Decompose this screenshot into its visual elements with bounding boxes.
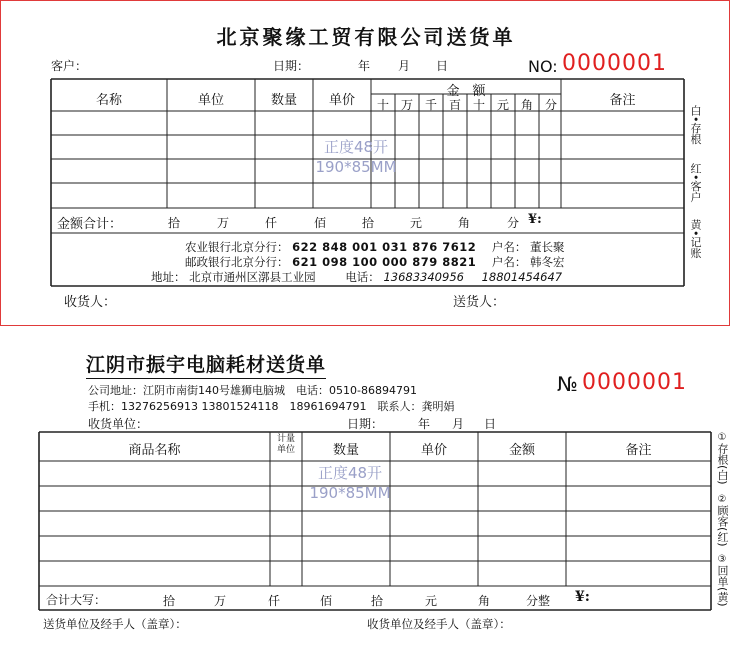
digit-label: 角	[520, 98, 533, 112]
company-address: 公司地址：江阴市南街140号雄狮电脑城 电话：0510-86894791	[88, 384, 417, 397]
digit-label: 百	[448, 98, 461, 112]
header-price: 单价	[328, 93, 355, 108]
form2-header-remark: 备注	[625, 443, 652, 458]
form2-total-fen: 分整	[526, 594, 551, 608]
phone1: 13683340956	[383, 270, 464, 284]
copy-3-color: (黄)	[716, 587, 729, 607]
form2-total-label: 合计大写：	[46, 593, 107, 607]
day-label: 日	[436, 59, 449, 73]
form2-total-shi2: 拾	[371, 594, 384, 608]
bank2-line	[185, 254, 565, 270]
header-unit: 单位	[197, 93, 224, 108]
bank1-line	[185, 239, 565, 255]
header-name: 名称	[95, 93, 122, 108]
size-watermark	[301, 137, 411, 177]
bank2-label: 邮政银行北京分行：	[185, 255, 289, 269]
sender-label: 送货人：	[453, 295, 506, 310]
copy-1-text: 存根	[716, 443, 729, 465]
bank1-holder: 董长聚	[530, 240, 565, 254]
copy-red-label: 红•客户	[689, 163, 702, 203]
bank1-account: 622 848 001 031 876 7612	[292, 240, 477, 254]
copy-1-number: ①	[717, 432, 727, 443]
receiver-sign-label: 收货单位及经手人（盖章）：	[367, 617, 511, 631]
digit-label: 十	[376, 98, 389, 112]
form2-total-bai: 佰	[320, 594, 333, 608]
copy-1-label	[715, 432, 729, 485]
address-line	[151, 269, 562, 285]
date-label: 日期：	[273, 59, 310, 73]
copy-2-text: 顾客	[716, 505, 729, 527]
digit-label: 万	[400, 98, 413, 112]
sender-sign-label: 送货单位及经手人（盖章）：	[43, 617, 187, 631]
watermark-line: 正度48开	[323, 138, 389, 156]
form2-header-amount: 金额	[508, 443, 535, 458]
digit-label: 千	[424, 98, 437, 112]
copy-white-label: 白•存根	[689, 105, 702, 145]
copy-1-color: (白)	[716, 465, 729, 485]
receiver-label: 收货人：	[64, 295, 117, 310]
form2-total-jiao: 角	[478, 594, 491, 608]
watermark-line: 190*85MM	[315, 158, 397, 176]
copy-yellow-label: 黄•记账	[689, 219, 702, 259]
form2-no-label: №	[557, 372, 578, 396]
copy-3-number: ③	[717, 554, 727, 565]
address-label: 地址：	[151, 270, 186, 284]
form2-total-wan: 万	[214, 594, 227, 608]
form2-date-label: 日期：	[347, 417, 384, 431]
month-label: 月	[398, 59, 411, 73]
header-remark: 备注	[609, 93, 636, 108]
total-wan: 万	[217, 216, 230, 230]
mobile-contact: 手机：13276256913 13801524118 18961694791 联系人：龚明娟	[88, 400, 455, 413]
digit-label: 元	[496, 98, 509, 112]
total-label: 金额合计：	[57, 217, 123, 232]
total-qian: 仟	[265, 216, 278, 230]
total-fen: 分	[507, 216, 520, 230]
watermark-line: 正度48开	[317, 464, 383, 482]
form2-year-label: 年	[418, 417, 431, 431]
bank2-holder: 韩冬宏	[530, 255, 565, 269]
total-bai: 佰	[314, 216, 327, 230]
total-shi2: 拾	[362, 216, 375, 230]
delivery-note-beijing	[0, 0, 730, 326]
bank1-label: 农业银行北京分行：	[185, 240, 289, 254]
header-amount: 金 额	[446, 84, 486, 99]
phone2: 18801454647	[481, 270, 563, 284]
form2-header-unit	[270, 434, 302, 456]
copy-3-label	[715, 554, 729, 607]
copy-2-label	[715, 494, 729, 547]
address-value: 北京市通州区漷县工业园	[189, 270, 316, 284]
form2-day-label: 日	[484, 417, 497, 431]
form2-total-shi: 拾	[163, 594, 176, 608]
form2-serial-number: 0000001	[582, 370, 687, 395]
form2-month-label: 月	[452, 417, 465, 431]
customer-label: 客户：	[51, 59, 88, 73]
digit-label: 分	[544, 98, 557, 112]
copy-2-color: (红)	[716, 527, 729, 547]
bank2-account: 621 098 100 000 879 8821	[292, 255, 477, 269]
total-jiao: 角	[458, 216, 471, 230]
header-unit-line: 单位	[276, 445, 295, 455]
form2-size-watermark	[295, 463, 405, 503]
total-yuan: 元	[410, 216, 423, 230]
watermark-line: 190*85MM	[309, 484, 391, 502]
bank1-holder-label: 户名：	[491, 240, 527, 254]
copy-2-number: ②	[717, 494, 727, 505]
form2-header-qty: 数量	[332, 443, 359, 458]
form1-title: 北京聚缘工贸有限公司送货单	[216, 25, 516, 49]
header-unit-line: 计量	[276, 434, 295, 444]
delivery-note-jiangyin	[0, 330, 730, 654]
form2-header-name: 商品名称	[128, 443, 181, 458]
total-yen: ¥:	[528, 212, 542, 227]
form1-no-label: NO:	[528, 57, 558, 76]
receiving-unit-label: 收货单位：	[88, 417, 149, 431]
total-shi: 拾	[168, 216, 181, 230]
digit-label: 十	[472, 98, 485, 112]
form1-serial-number: 0000001	[562, 51, 667, 76]
bank2-holder-label: 户名：	[491, 255, 527, 269]
phone-label: 电话：	[345, 270, 380, 284]
form2-title: 江阴市振宇电脑耗材送货单	[86, 350, 326, 379]
copy-3-text: 回单	[716, 565, 729, 587]
form2-total-qian: 仟	[268, 594, 281, 608]
header-qty: 数量	[270, 93, 297, 108]
form2-total-yuan: 元	[425, 594, 438, 608]
year-label: 年	[358, 59, 371, 73]
form2-total-yen: ¥:	[575, 589, 590, 605]
form2-header-price: 单价	[420, 443, 447, 458]
